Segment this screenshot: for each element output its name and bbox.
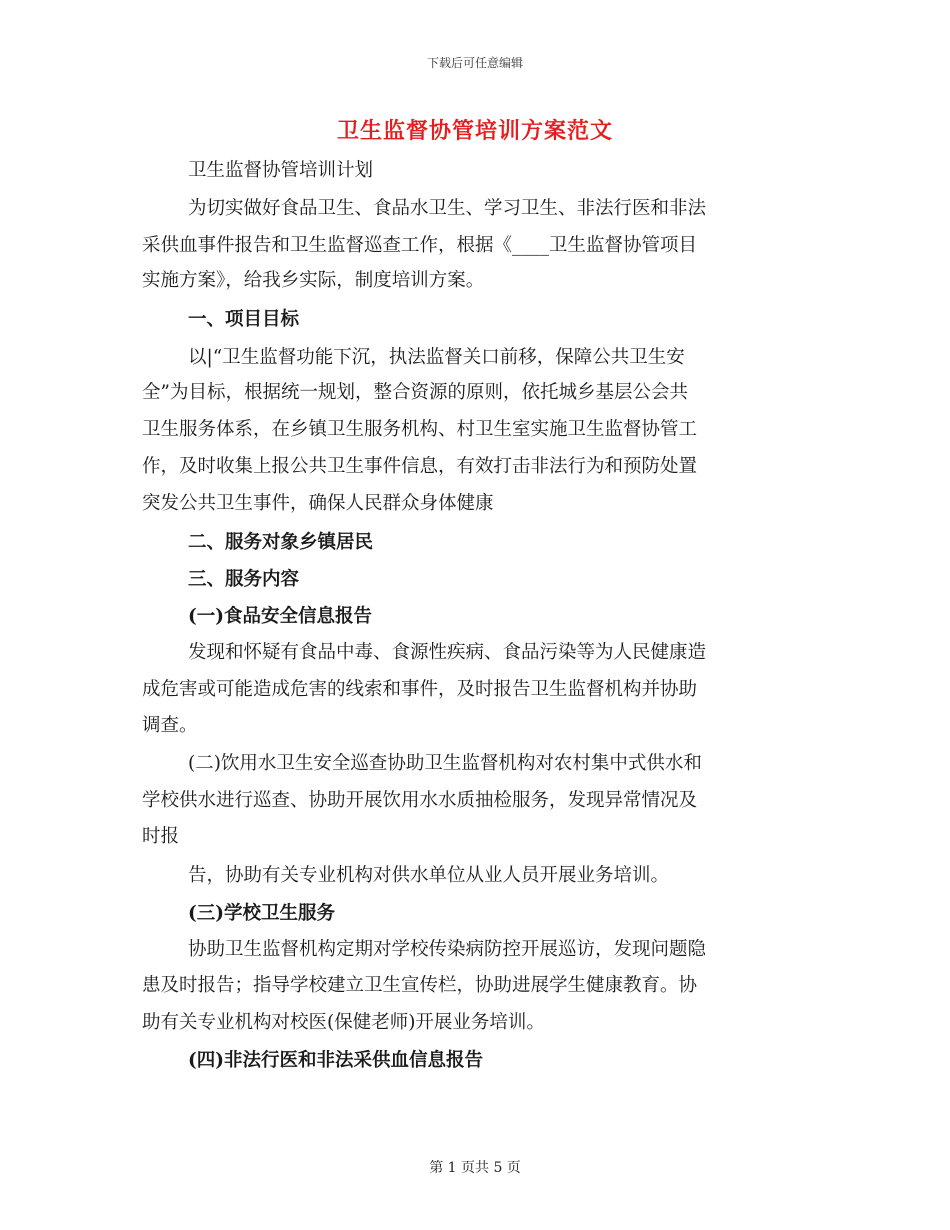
paragraph-line: 患及时报告；指导学校建立卫生宣传栏，协助进展学生健康教育。协 [142,975,698,996]
subsection-heading: (一)食品安全信息报告 [188,606,373,627]
paragraph-line: 采供血事件报告和卫生监督巡查工作，根据《____卫生监督协管项目 [142,235,698,256]
section-heading: 一、项目目标 [188,309,300,330]
paragraph-line: 协助卫生监督机构定期对学校传染病防控开展巡访，发现问题隐 [188,939,707,960]
paragraph-line: (二)饮用水卫生安全巡查协助卫生监督机构对农村集中式供水和 [188,753,702,774]
page-footer: 第 1 页共 5 页 [429,1160,521,1176]
paragraph-line: 以|“卫生监督功能下沉，执法监督关口前移，保障公共卫生安 [188,347,685,368]
paragraph-line: 为切实做好食品卫生、食品水卫生、学习卫生、非法行医和非法 [188,198,707,219]
paragraph-line: 作，及时收集上报公共卫生事件信息，有效打击非法行为和预防处置 [142,456,698,477]
paragraph-line: 发现和怀疑有食品中毒、食源性疾病、食品污染等为人民健康造 [188,642,707,663]
paragraph-line: 突发公共卫生事件，确保人民群众身体健康 [142,493,494,514]
paragraph-line: 卫生监督协管培训计划 [188,160,374,181]
subsection-heading: (三)学校卫生服务 [188,903,336,924]
paragraph-line: 时报 [142,826,180,847]
page-watermark: 下载后可任意编辑 [426,56,523,70]
document-title: 卫生监督协管培训方案范文 [336,118,613,144]
paragraph-line: 成危害或可能造成危害的线索和事件，及时报告卫生监督机构并协助 [142,679,698,700]
paragraph-line: 卫生服务体系，在乡镇卫生服务机构、村卫生室实施卫生监督协管工 [142,419,698,440]
section-heading: 三、服务内容 [188,569,300,590]
paragraph-line: 告，协助有关专业机构对供水单位从业人员开展业务培训。 [188,865,670,886]
paragraph-line: 实施方案》，给我乡实际，制度培训方案。 [142,270,485,291]
paragraph-line: 助有关专业机构对校医(保健老师)开展业务培训。 [142,1012,545,1033]
paragraph-line: 学校供水进行巡查、协助开展饮用水水质抽检服务，发现异常情况及 [142,790,698,811]
subsection-heading: (四)非法行医和非法采供血信息报告 [188,1050,484,1071]
paragraph-line: 调查。 [142,715,198,736]
section-heading: 二、服务对象乡镇居民 [188,532,374,553]
paragraph-line: 全”为目标，根据统一规划，整合资源的原则，依托城乡基层公会共 [142,382,688,403]
